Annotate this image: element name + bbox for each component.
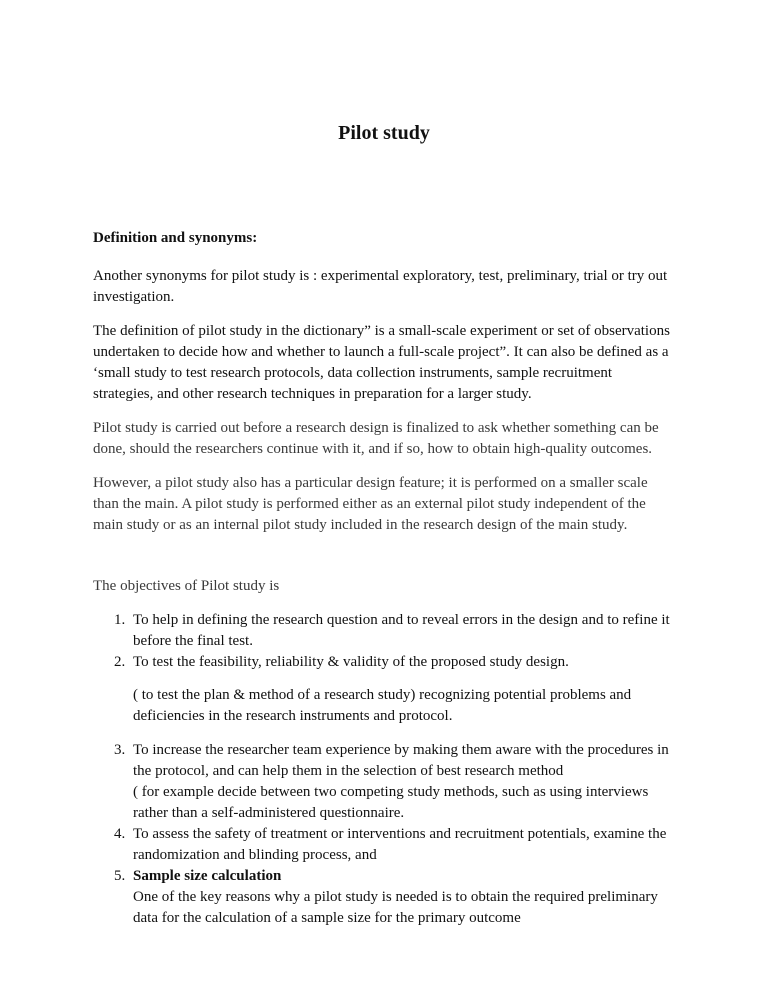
objective-item-1: [129, 610, 675, 652]
synonyms-paragraph: Another synonyms for pilot study is : experimental exploratory, test, preliminary, trial or try out investigation.: [93, 268, 668, 305]
objective-item-2-text: To test the feasibility, reliability & validity of the proposed study design.: [133, 654, 569, 670]
objectives-list: [93, 610, 675, 929]
objective-item-5-title: Sample size calculation: [133, 868, 282, 884]
objective-item-2: [129, 652, 675, 727]
design-feature-paragraph: However, a pilot study also has a particular design feature; it is performed on a smaller scale than the main. A pilot study is performed either as an external pilot study independent of the main study or as an internal pilot study included in the research design of the main study.: [93, 475, 648, 533]
page-title: Pilot study: [338, 122, 430, 144]
purpose-paragraph: Pilot study is carried out before a research design is finalized to ask whether something can be done, should the researchers continue with it, and if so, how to obtain high-quality outcomes.: [93, 420, 659, 457]
objective-item-3-text: To increase the researcher team experience by making them aware with the procedures in the protocol, and can help them in the selection of best research method: [133, 742, 669, 779]
objective-item-3: [129, 740, 675, 824]
objective-item-4: [129, 824, 675, 866]
definition-paragraph: The definition of pilot study in the dictionary” is a small-scale experiment or set of observations undertaken to decide how and whether to launch a full-scale project”. It can also be defined as a ‘small study to test research protocols, data collection instruments, sample recruitment strategies, and other research techniques in preparation for a larger study.: [93, 323, 670, 402]
objective-note: ( to test the plan & method of a research study) recognizing potential problems and deficiencies in the research instruments and protocol.: [133, 687, 632, 724]
objective-item-3-example: ( for example decide between two competing study methods, such as using interviews rather than a self-administered questionnaire.: [133, 784, 649, 821]
objectives-heading: The objectives of Pilot study is: [93, 578, 280, 594]
objective-item-1-text: To help in defining the research question and to reveal errors in the design and to refine it before the final test.: [133, 612, 670, 649]
definition-heading: Definition and synonyms:: [93, 230, 258, 246]
document-body: [93, 228, 675, 929]
objective-item-5-text: One of the key reasons why a pilot study is needed is to obtain the required preliminary data for the calculation of a sample size for the primary outcome: [133, 889, 658, 926]
objective-item-5: [129, 866, 675, 929]
objective-item-4-text: To assess the safety of treatment or interventions and recruitment potentials, examine the randomization and blinding process, and: [133, 826, 667, 863]
